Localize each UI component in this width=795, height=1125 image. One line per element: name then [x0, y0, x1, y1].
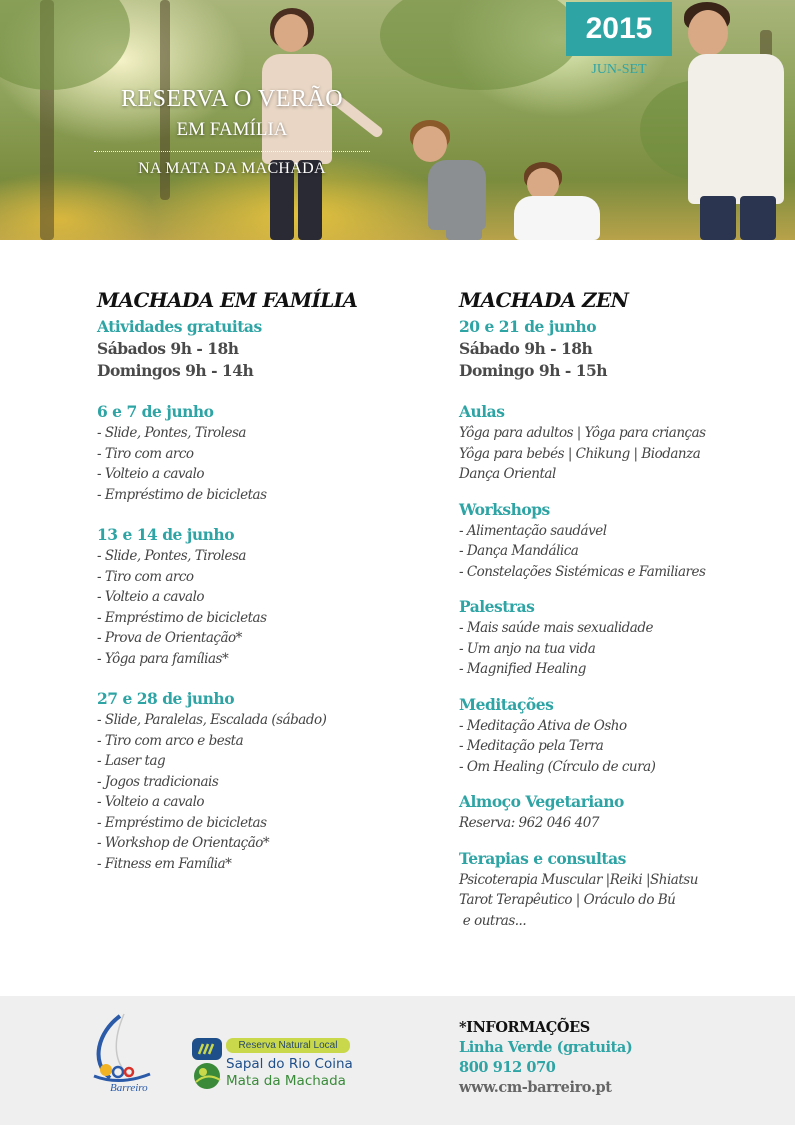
- info-hotline-label: Linha Verde (gratuita): [459, 1039, 633, 1056]
- zen-section-meditacoes: [459, 694, 769, 778]
- background-foliage: [0, 0, 130, 90]
- column-subtitle: Atividades gratuitas: [97, 317, 262, 336]
- activity-item: Yôga para bebés | Chikung | Biodanza: [459, 445, 701, 462]
- section-heading: Palestras: [459, 597, 535, 616]
- activity-item: - Workshop de Orientação*: [97, 835, 270, 851]
- hero-title: [82, 86, 382, 178]
- activity-item: - Om Healing (Círculo de cura): [459, 758, 656, 775]
- barreiro-municipality-logo: [80, 1012, 160, 1096]
- column-subtitle: 20 e 21 de junho: [459, 317, 597, 336]
- activity-item: - Dança Mandálica: [459, 543, 579, 559]
- activity-item: Yôga para adultos | Yôga para crianças: [459, 425, 706, 441]
- zen-section-workshops: [459, 499, 769, 583]
- activity-item: - Laser tag: [97, 753, 166, 769]
- machada-zen-column: [459, 288, 769, 931]
- zen-section-aulas: [459, 401, 769, 485]
- activity-item: - Jogos tradicionais: [97, 773, 219, 790]
- activity-item: - Magnified Healing: [459, 661, 586, 677]
- hero-title-line2: EM FAMÍLIA: [176, 119, 288, 140]
- activity-item: Tarot Terapêutico | Oráculo do Bú: [459, 892, 676, 908]
- activity-item: - Volteio a cavalo: [97, 589, 205, 605]
- section-heading: Aulas: [459, 402, 505, 421]
- activity-item: - Tiro com arco: [97, 568, 194, 585]
- hero-banner: [0, 0, 795, 240]
- column-title: MACHADA EM FAMÍLIA: [97, 288, 358, 312]
- activity-item: e outras...: [459, 912, 527, 929]
- activity-item: - Tiro com arco e besta: [97, 732, 244, 749]
- activity-item: - Tiro com arco: [97, 445, 194, 462]
- event-date: 6 e 7 de junho: [97, 402, 214, 421]
- activity-item: - Slide, Paralelas, Escalada (sábado): [97, 712, 327, 728]
- info-title: *INFORMAÇÕES: [459, 1019, 590, 1036]
- reserva-label: Reserva Natural Local: [226, 1038, 350, 1053]
- event-date: 13 e 14 de junho: [97, 525, 235, 544]
- activity-item: - Mais saúde mais sexualidade: [459, 620, 653, 636]
- activity-item: - Fitness em Família*: [97, 855, 232, 872]
- background-foliage: [380, 0, 580, 90]
- reserva-natural-logo: [190, 1034, 390, 1094]
- zen-section-terapias: [459, 848, 769, 932]
- activity-item: - Empréstimo de bicicletas: [97, 814, 267, 831]
- section-heading: Almoço Vegetariano: [459, 792, 624, 811]
- activity-item: - Prova de Orientação*: [97, 630, 242, 646]
- info-phone: 800 912 070: [459, 1059, 556, 1076]
- schedule-line: Sábado 9h - 18h: [459, 339, 593, 358]
- activity-item: - Um anjo na tua vida: [459, 640, 596, 657]
- zen-section-palestras: [459, 596, 769, 680]
- machada-em-familia-column: [97, 288, 417, 874]
- activity-item: - Meditação Ativa de Osho: [459, 717, 627, 734]
- section-heading: Terapias e consultas: [459, 848, 626, 868]
- reserva-emblem-icon: [190, 1036, 224, 1092]
- activity-item: - Volteio a cavalo: [97, 466, 205, 482]
- activity-item: - Volteio a cavalo: [97, 794, 205, 810]
- info-website: www.cm-barreiro.pt: [459, 1079, 612, 1096]
- activity-item: - Slide, Pontes, Tirolesa: [97, 425, 246, 441]
- activity-item: - Meditação pela Terra: [459, 738, 604, 754]
- year-badge: 2015: [566, 2, 672, 56]
- activity-item: - Empréstimo de bicicletas: [97, 486, 267, 503]
- hero-title-divider: [94, 151, 370, 152]
- contact-info: [459, 1018, 779, 1098]
- reserva-name: [226, 1056, 396, 1090]
- schedule-line: Domingos 9h - 14h: [97, 361, 254, 380]
- activity-item: - Empréstimo de bicicletas: [97, 609, 267, 626]
- schedule-line: Domingo 9h - 15h: [459, 361, 608, 380]
- reserva-name-line2: Mata da Machada: [226, 1073, 346, 1089]
- schedule-line: Sábados 9h - 18h: [97, 339, 239, 358]
- event-date: 27 e 28 de junho: [97, 689, 235, 708]
- reserva-name-line1: Sapal do Rio Coina: [226, 1056, 353, 1072]
- column-title: MACHADA ZEN: [459, 288, 629, 312]
- event-section: [97, 401, 417, 505]
- activity-item: - Yôga para famílias*: [97, 650, 229, 667]
- activity-item: - Constelações Sistémicas e Familiares: [459, 563, 706, 580]
- activity-item: - Alimentação saudável: [459, 522, 607, 539]
- zen-section-almoco: [459, 791, 769, 834]
- event-section: [97, 524, 417, 669]
- hero-title-line3: NA MATA DA MACHADA: [138, 160, 326, 177]
- reservation-phone: Reserva: 962 046 407: [459, 815, 599, 831]
- activity-item: Psicoterapia Muscular |Reiki |Shiatsu: [459, 871, 698, 888]
- section-heading: Meditações: [459, 694, 554, 714]
- barreiro-logo-text: Barreiro: [110, 1082, 148, 1094]
- activity-item: - Slide, Pontes, Tirolesa: [97, 548, 246, 564]
- season-months: JUN-SET: [591, 62, 647, 77]
- footer: [0, 996, 795, 1125]
- event-section: [97, 688, 417, 874]
- hero-title-line1: RESERVA O VERÃO: [120, 86, 344, 112]
- activity-item: Dança Oriental: [459, 466, 556, 482]
- section-heading: Workshops: [459, 499, 550, 519]
